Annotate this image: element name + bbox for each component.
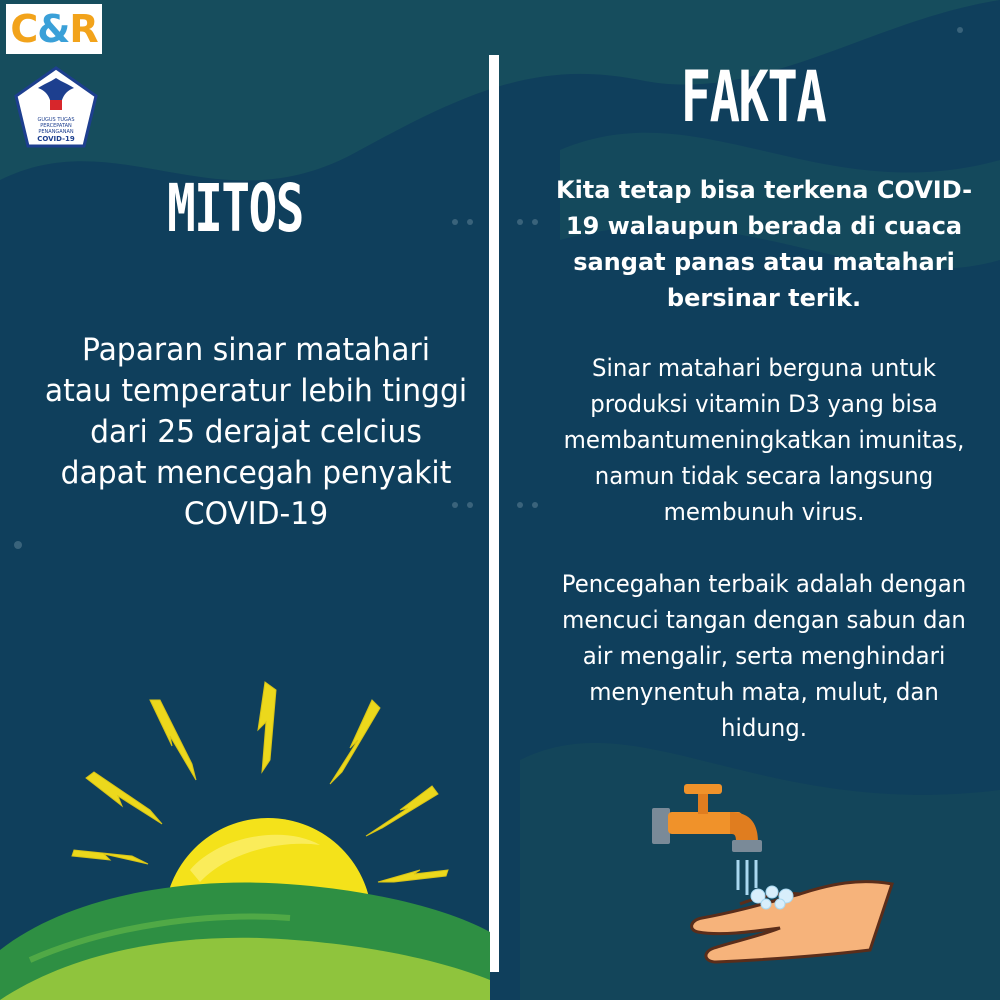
- wave-shape-top: [0, 0, 1000, 180]
- sun-icon: [0, 660, 490, 1000]
- cr-logo-amp: &: [37, 7, 70, 51]
- water-faucet-icon: [652, 784, 762, 852]
- fakta-paragraph-2: Pencegahan terbaik adalah dengan mencuci tangan dengan sabun dan air mengalir, serta menghindari menynentuh mata, mulut, dan hidung.: [561, 570, 967, 742]
- fakta-lead: Kita tetap bisa terkena COVID-19 walaupun berada di cuaca sangat panas atau matahari bersinar terik.: [555, 176, 973, 312]
- mitos-heading: MITOS: [167, 170, 303, 247]
- water-drops: [738, 860, 756, 895]
- cr-logo-r: R: [69, 7, 98, 51]
- gugus-line-1: GUGUS TUGAS: [37, 117, 75, 123]
- column-divider: [489, 55, 499, 972]
- cr-logo-c: C: [10, 7, 38, 51]
- cr-logo: [6, 4, 102, 54]
- gugus-line-2: PERCEPATAN: [40, 123, 72, 129]
- fakta-paragraph-1: Sinar matahari berguna untuk produksi vitamin D3 yang bisa membantumeningkatkan imunitas, namun tidak secara langsung membunuh virus.: [563, 354, 965, 526]
- gugus-line-4: COVID-19: [37, 135, 75, 143]
- gugus-tugas-logo: [14, 66, 98, 150]
- gugus-line-3: PENANGANAN: [38, 129, 74, 135]
- mitos-body: Paparan sinar matahari atau temperatur lebih tinggi dari 25 derajat celcius dapat mencegah penyakit COVID-19: [44, 332, 468, 532]
- washing-hands-icon: [640, 780, 900, 980]
- fakta-heading: FAKTA: [680, 56, 826, 138]
